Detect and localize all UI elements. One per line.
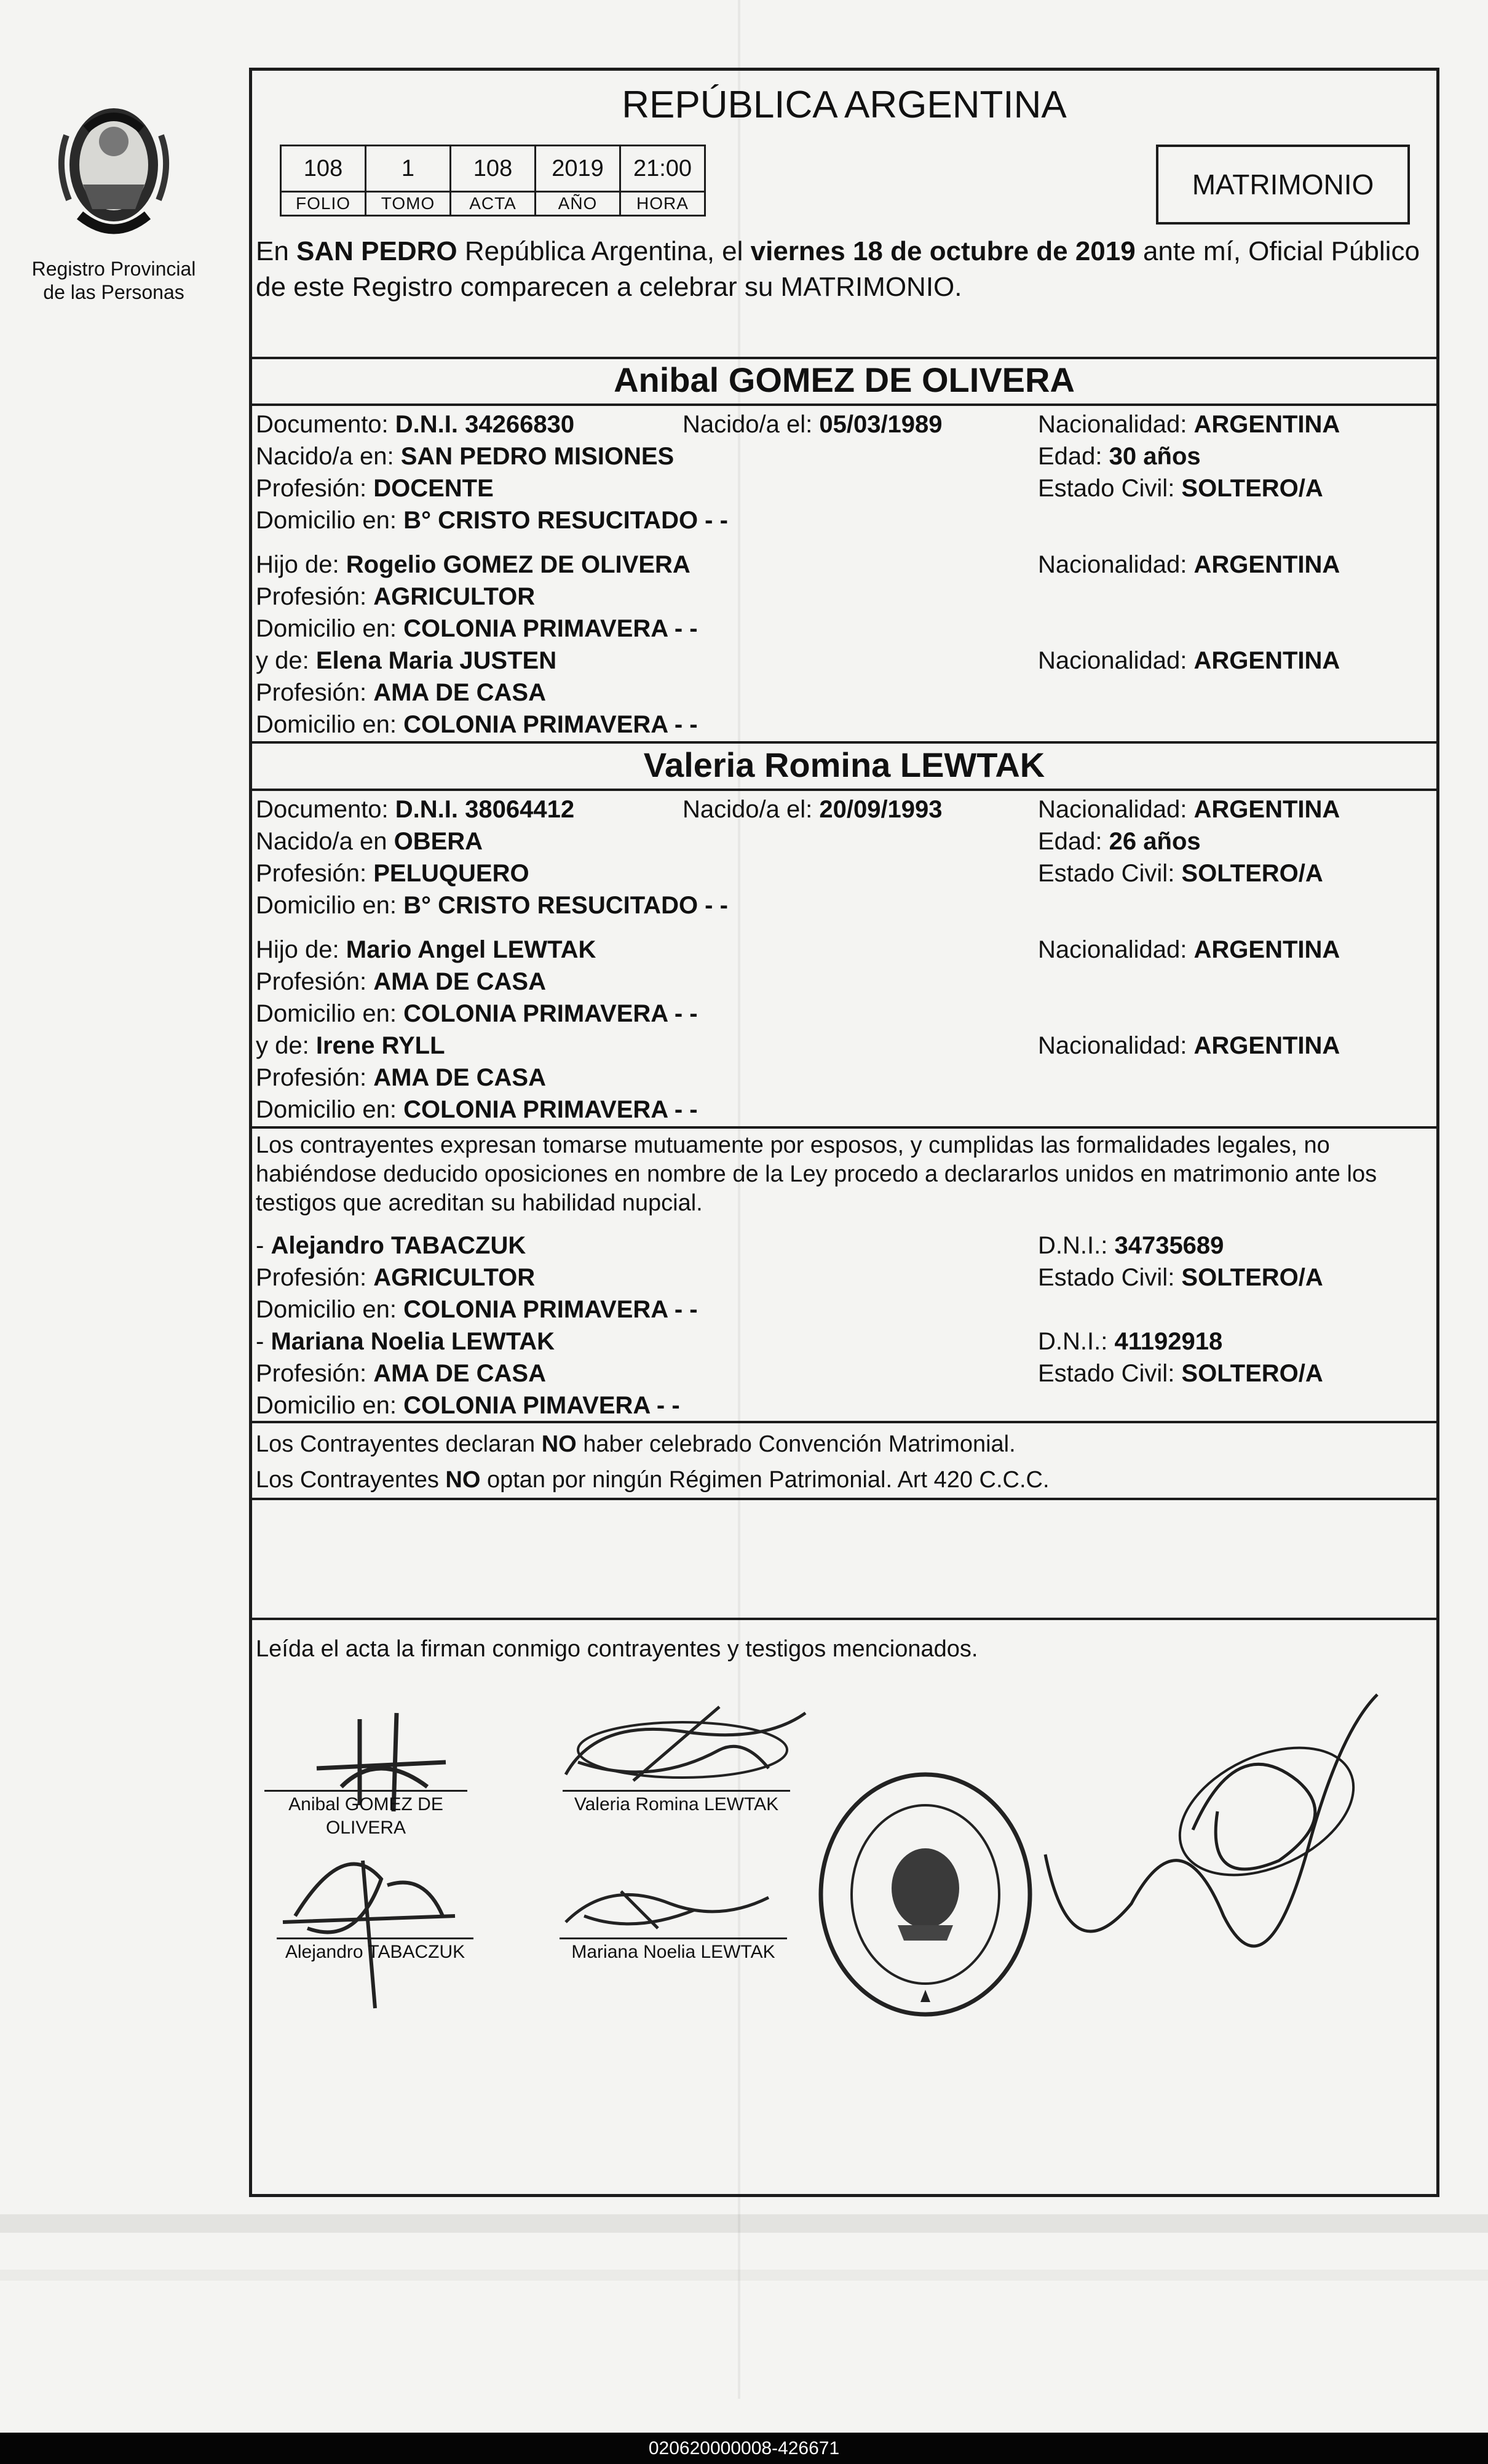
spouse2-section xyxy=(252,791,1436,1123)
declaration-text: Los contrayentes expresan tomarse mutuamente por esposos, y cumplidas las formalidades legales, no habiéndose deducido oposiciones en nombre de la Ley procedo a declararlos unidos en matrimonio ante los testigos que acreditan su habilidad nupcial. xyxy=(256,1132,1377,1216)
signature-label-valeria: Valeria Romina LEWTAK xyxy=(574,1794,779,1814)
witness1-dni: D.N.I.: 34735689 xyxy=(1038,1232,1224,1259)
tomo-label: TOMO xyxy=(366,192,451,216)
acta-value: 108 xyxy=(451,146,536,192)
spouse2-nationality: Nacionalidad: ARGENTINA xyxy=(1038,796,1340,823)
spouse2-name: Valeria Romina LEWTAK xyxy=(643,745,1045,784)
spouse2-mother-profession: Profesión: AMA DE CASA xyxy=(256,1064,546,1091)
country-title: REPÚBLICA ARGENTINA xyxy=(622,84,1067,126)
signature-line-mariana xyxy=(560,1937,787,1939)
signature-label-alejandro: Alejandro TABACZUK xyxy=(285,1942,465,1962)
signature-line-valeria xyxy=(563,1790,790,1792)
registry-caption: Registro Provincial de las Personas xyxy=(31,258,196,303)
spouse2-profession: Profesión: PELUQUERO xyxy=(256,860,529,887)
spouse1-mother-address: Domicilio en: COLONIA PRIMAVERA - - xyxy=(256,711,698,738)
folio-label: FOLIO xyxy=(281,192,366,216)
witness1-civil-status: Estado Civil: SOLTERO/A xyxy=(1038,1264,1323,1291)
spouse1-address: Domicilio en: B° CRISTO RESUCITADO - - xyxy=(256,507,728,534)
scan-artifact xyxy=(0,2214,1488,2233)
spouse2-father-profession: Profesión: AMA DE CASA xyxy=(256,968,546,995)
spouse1-father-address: Domicilio en: COLONIA PRIMAVERA - - xyxy=(256,615,698,642)
spouse2-age: Edad: 26 años xyxy=(1038,828,1201,855)
spouse2-address: Domicilio en: B° CRISTO RESUCITADO - - xyxy=(256,892,728,919)
divider xyxy=(252,357,1436,359)
spouse1-civil-status: Estado Civil: SOLTERO/A xyxy=(1038,475,1323,502)
anio-value: 2019 xyxy=(536,146,620,192)
witness2-address: Domicilio en: COLONIA PIMAVERA - - xyxy=(256,1392,680,1419)
signature-alejandro-icon xyxy=(271,1824,467,2027)
divider xyxy=(252,1498,1436,1500)
divider xyxy=(252,1618,1436,1620)
signature-label-anibal: Anibal GOMEZ DE OLIVERA xyxy=(288,1794,443,1838)
spouse1-birthplace: Nacido/a en: SAN PEDRO MISIONES xyxy=(256,443,675,470)
document-barcode-number: 020620000008-426671 xyxy=(0,2433,1488,2464)
spouse1-name: Anibal GOMEZ DE OLIVERA xyxy=(614,360,1075,399)
signature-mariana-icon xyxy=(560,1873,781,1941)
acta-label: ACTA xyxy=(451,192,536,216)
witness2-dni: D.N.I.: 41192918 xyxy=(1038,1328,1223,1355)
divider xyxy=(252,741,1436,744)
anio-label: AÑO xyxy=(536,192,620,216)
witness1-profession: Profesión: AGRICULTOR xyxy=(256,1264,536,1291)
intro-text: En SAN PEDRO República Argentina, el viernes 18 de octubre de 2019 ante mí, Oficial Público de este Registro comparecen a celebrar su MATRIMONIO. xyxy=(256,236,1420,302)
folio-value: 108 xyxy=(281,146,366,192)
spouse2-mother-address: Domicilio en: COLONIA PRIMAVERA - - xyxy=(256,1096,698,1123)
witness1-address: Domicilio en: COLONIA PRIMAVERA - - xyxy=(256,1296,698,1323)
signature-label-mariana: Mariana Noelia LEWTAK xyxy=(571,1942,775,1962)
spouse1-father: Hijo de: Rogelio GOMEZ DE OLIVERA xyxy=(256,551,691,578)
witness2-profession: Profesión: AMA DE CASA xyxy=(256,1360,546,1387)
spouse1-documento: Documento: D.N.I. 34266830 xyxy=(256,411,575,438)
convention-line-1: Los Contrayentes declaran NO haber celebrado Convención Matrimonial. xyxy=(256,1431,1016,1457)
spouse1-mother: y de: Elena Maria JUSTEN xyxy=(256,647,557,674)
spouse2-father-address: Domicilio en: COLONIA PRIMAVERA - - xyxy=(256,1000,698,1027)
header-section xyxy=(252,71,1436,357)
witness1-name: - Alejandro TABACZUK xyxy=(256,1232,526,1259)
official-signature-icon xyxy=(1021,1658,1402,2014)
record-type-box: MATRIMONIO xyxy=(1156,145,1410,225)
spouse2-birthplace: Nacido/a en OBERA xyxy=(256,828,483,855)
signature-line-anibal xyxy=(264,1790,467,1792)
spouse1-mother-profession: Profesión: AMA DE CASA xyxy=(256,679,546,706)
closing-text: Leída el acta la firman conmigo contrayentes y testigos mencionados. xyxy=(256,1636,978,1662)
spouse1-mother-nationality: Nacionalidad: ARGENTINA xyxy=(1038,647,1340,674)
spouse1-profession: Profesión: DOCENTE xyxy=(256,475,494,502)
witness2-civil-status: Estado Civil: SOLTERO/A xyxy=(1038,1360,1323,1387)
spouse1-birth-date: Nacido/a el: 05/03/1989 xyxy=(683,411,943,438)
spouse2-mother-nationality: Nacionalidad: ARGENTINA xyxy=(1038,1032,1340,1059)
registry-logo xyxy=(18,92,209,304)
spouse1-father-profession: Profesión: AGRICULTOR xyxy=(256,583,536,610)
spouse2-civil-status: Estado Civil: SOLTERO/A xyxy=(1038,860,1323,887)
signature-valeria-icon xyxy=(560,1695,818,1793)
spouse1-nationality: Nacionalidad: ARGENTINA xyxy=(1038,411,1340,438)
convention-line-2: Los Contrayentes NO optan por ningún Régimen Patrimonial. Art 420 C.C.C. xyxy=(256,1467,1050,1493)
registry-stamp-icon xyxy=(805,1765,1045,2024)
spouse2-father: Hijo de: Mario Angel LEWTAK xyxy=(256,936,596,963)
scan-artifact xyxy=(0,2270,1488,2281)
spouse2-documento: Documento: D.N.I. 38064412 xyxy=(256,796,575,823)
witness2-name: - Mariana Noelia LEWTAK xyxy=(256,1328,555,1355)
spouse1-age: Edad: 30 años xyxy=(1038,443,1201,470)
spouse1-father-nationality: Nacionalidad: ARGENTINA xyxy=(1038,551,1340,578)
signature-line-alejandro xyxy=(277,1937,473,1939)
acta-reference-table xyxy=(280,145,706,217)
tomo-value: 1 xyxy=(366,146,451,192)
spouse1-section xyxy=(252,406,1436,738)
provincial-seal-icon xyxy=(43,92,184,246)
hora-value: 21:00 xyxy=(620,146,705,192)
hora-label: HORA xyxy=(620,192,705,216)
spouse2-mother: y de: Irene RYLL xyxy=(256,1032,445,1059)
spouse2-birth-date: Nacido/a el: 20/09/1993 xyxy=(683,796,943,823)
divider xyxy=(252,1421,1436,1423)
spouse2-father-nationality: Nacionalidad: ARGENTINA xyxy=(1038,936,1340,963)
